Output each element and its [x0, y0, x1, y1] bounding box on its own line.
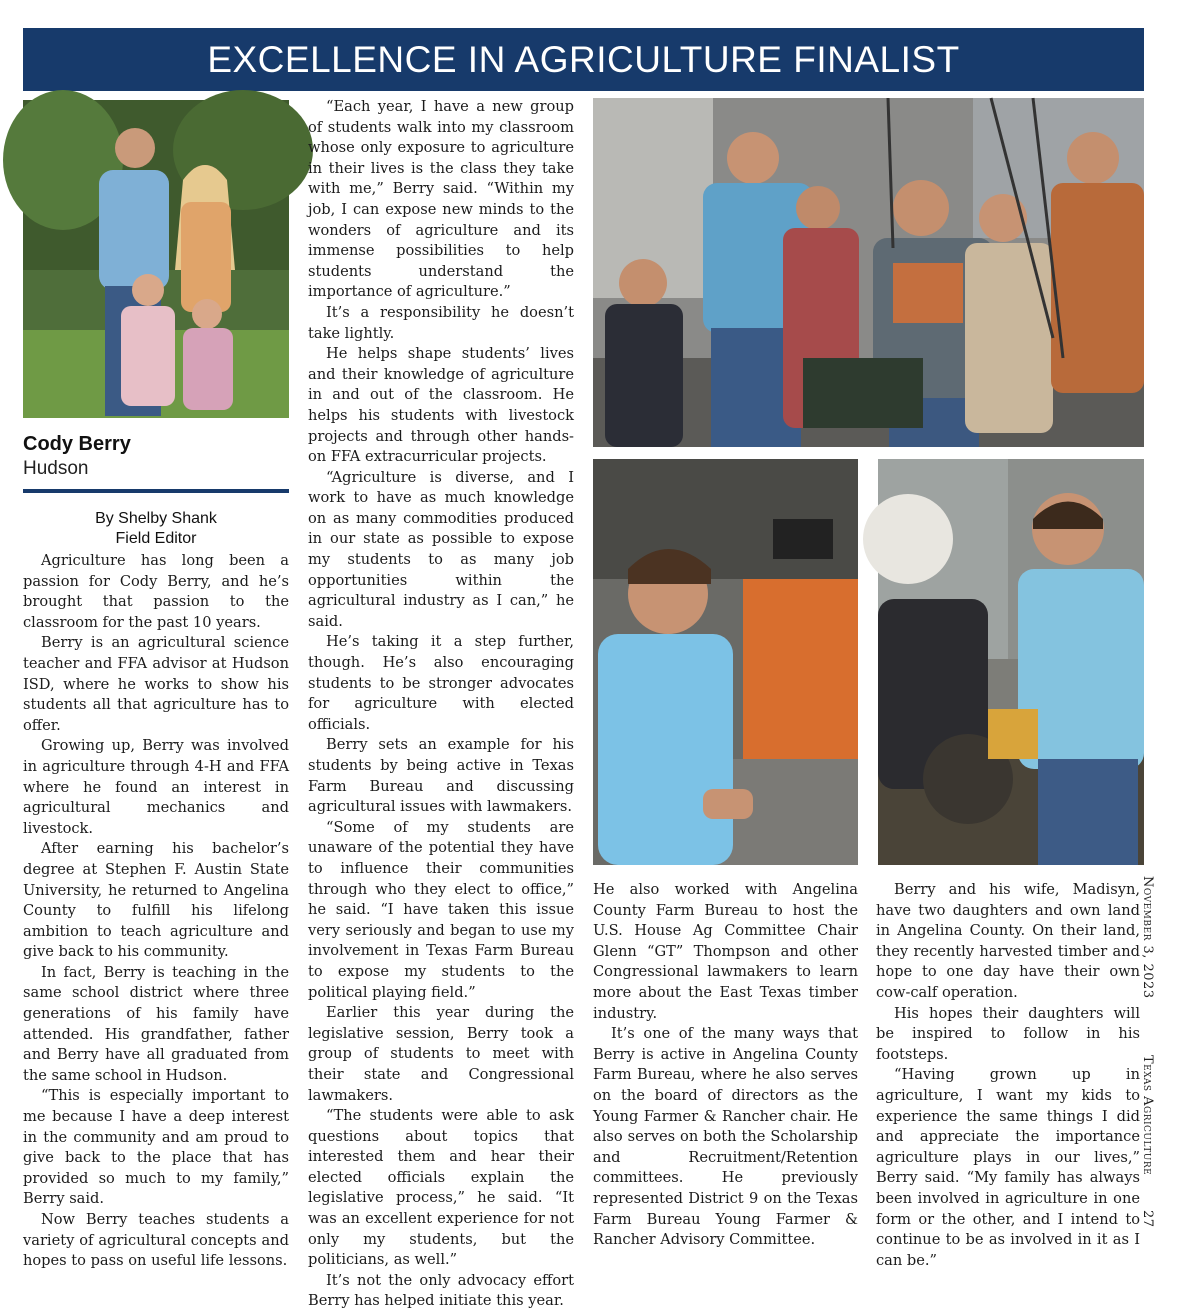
paragraph: “The students were able to ask questions about topics that interested them and hear their elected officials explain the legislative process,” he said. “It was an excellent experience for not only my students, but the politicians, as well.”: [308, 1107, 574, 1269]
article-column-2: [308, 97, 574, 1310]
byline-role: Field Editor: [115, 530, 197, 547]
paragraph: Agriculture has long been a passion for Cody Berry, and he’s brought that passion to the classroom for the past 10 years.: [23, 552, 289, 631]
paragraph: It’s one of the many ways that Berry is active in Angelina County Farm Bureau, where he also serves on the board of directors as the Young Farmer & Rancher chair. He also serves on both the Scholarship and Recruitment/Retention committees. He previously represented District 9 on the Texas Farm Bureau Young Farmer & Rancher Advisory Committee.: [593, 1025, 858, 1249]
profile-name: Cody Berry: [23, 433, 131, 455]
paragraph: Growing up, Berry was involved in agriculture through 4-H and FFA where he found an interest in agricultural mechanics and livestock.: [23, 737, 289, 837]
paragraph: Now Berry teaches students a variety of agricultural concepts and hopes to pass on useful life lessons.: [23, 1211, 289, 1270]
paragraph: “Agriculture is diverse, and I work to have as much knowledge on as many commodities produced in our state as possible to expose my students to as many job opportunities within the agricultural industry as I can,” he said.: [308, 468, 574, 630]
paragraph: Berry is an agricultural science teacher and FFA advisor at Hudson ISD, where he works to show his students all that agriculture has to offer.: [23, 634, 289, 734]
paragraph: “Some of my students are unaware of the potential they have to influence their communities through who they elect to office,” he said. “I have taken this issue very seriously and began to use my involvement in Texas Farm Bureau to expose my students to the political playing field.”: [308, 818, 574, 1001]
paragraph: It’s not the only advocacy effort Berry has helped initiate this year.: [308, 1271, 574, 1310]
paragraph: “Having grown up in agriculture, I want my kids to experience the same things I did and appreciate the importance agriculture plays in our lives,” Berry said. “My family has always been involved in agriculture in one form or the other, and I intend to continue to be as involved in it as I can be.”: [876, 1066, 1140, 1269]
article-column-1: [23, 551, 289, 1270]
paragraph: Earlier this year during the legislative session, Berry took a group of students to meet with their state and Congressional lawmakers.: [308, 1004, 574, 1104]
paragraph: Berry and his wife, Madisyn, have two daughters and own land in Angelina County. On their land, they recently harvested timber and hope to one day have their own cow-calf operation.: [876, 881, 1140, 1001]
paragraph: “Each year, I have a new group of students walk into my classroom whose only exposure to agriculture in their lives is the class they take with me,” Berry said. “Within my job, I can expose new minds to the wonders of agriculture and its immense possibilities to help students understand the importance of agriculture.”: [308, 98, 574, 301]
equipment-repair-photo: [878, 459, 1144, 865]
paragraph: His hopes their daughters will be inspired to follow in his footsteps.: [876, 1004, 1140, 1063]
workshop-group-photo: [593, 98, 1144, 447]
paragraph: He also worked with Angelina County Farm Bureau to host the U.S. House Ag Committee Chair Glenn “GT” Thompson and other Congressional lawmakers to learn more about the East Texas timber industry.: [593, 881, 858, 1022]
paragraph: He helps shape students’ lives and their knowledge of agriculture in and out of the classroom. He helps his students with livestock projects and through other hands-on FFA extracurricular projects.: [308, 345, 574, 466]
section-banner: EXCELLENCE IN AGRICULTURE FINALIST: [23, 28, 1144, 91]
page-number: 27: [1140, 1210, 1155, 1228]
bandsaw-photo: [593, 459, 858, 865]
paragraph: In fact, Berry is teaching in the same school district where three generations of his family have attended. His grandfather, father and Berry have all graduated from the same school in Hudson.: [23, 963, 289, 1084]
paragraph: Berry sets an example for his students by being active in Texas Farm Bureau and discussing agricultural issues with lawmakers.: [308, 736, 574, 816]
article-column-4: [876, 880, 1140, 1269]
issue-date: November 3, 2023: [1140, 876, 1155, 999]
profile-location: Hudson: [23, 458, 89, 479]
family-photo: [23, 100, 289, 418]
paragraph: It’s a responsibility he doesn’t take lightly.: [308, 303, 574, 342]
byline: [23, 509, 289, 549]
publication-name: Texas Agriculture: [1140, 1055, 1155, 1176]
article-column-3: [593, 880, 858, 1249]
paragraph: After earning his bachelor’s degree at Stephen F. Austin State University, he returned to Angelina County to fulfill his lifelong ambition to teach agriculture and give back to his community.: [23, 840, 289, 961]
divider: [23, 489, 289, 493]
byline-author: By Shelby Shank: [95, 510, 217, 527]
paragraph: He’s taking it a step further, though. He’s also encouraging students to be stronger advocates for agriculture with elected officials.: [308, 633, 574, 733]
paragraph: “This is especially important to me because I have a deep interest in the community and am proud to give back to the place that has provided so much to my family,” Berry said.: [23, 1087, 289, 1208]
